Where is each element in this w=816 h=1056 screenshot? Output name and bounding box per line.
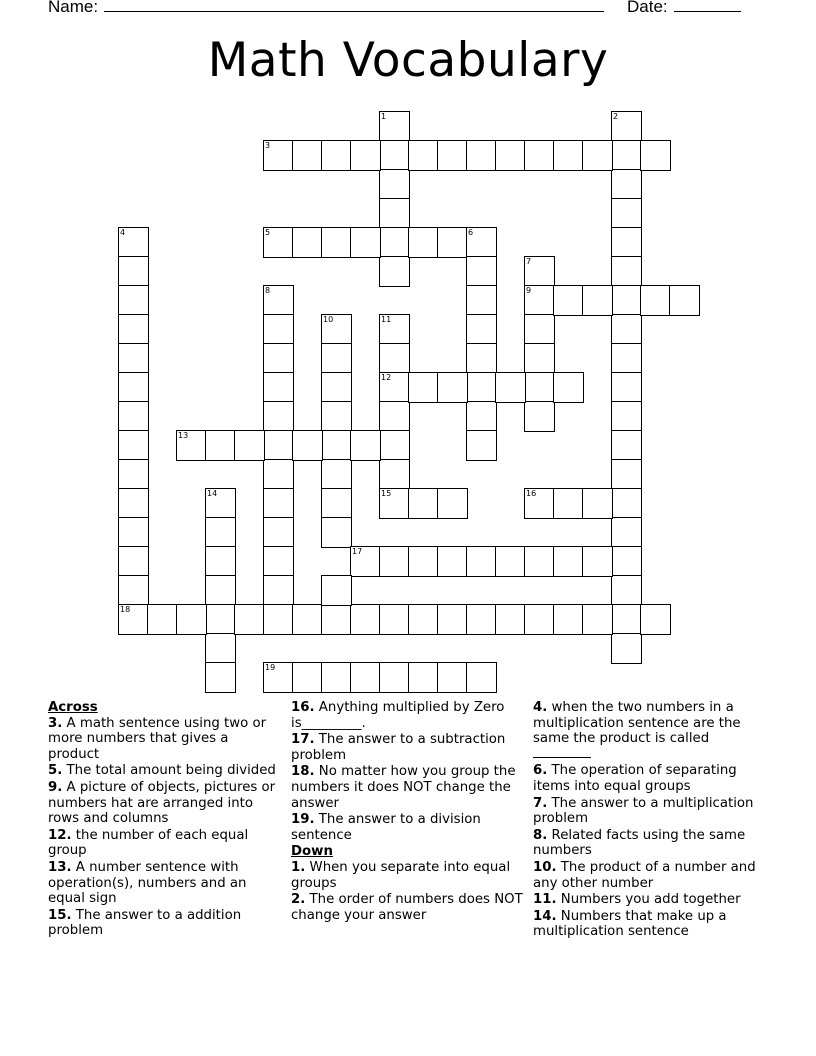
- crossword-cell[interactable]: [263, 575, 294, 606]
- crossword-cell[interactable]: [524, 604, 555, 635]
- crossword-cell[interactable]: [466, 430, 497, 461]
- crossword-cell[interactable]: [118, 401, 149, 432]
- crossword-cell[interactable]: [640, 285, 671, 316]
- crossword-cell[interactable]: [321, 430, 352, 461]
- crossword-cell[interactable]: [611, 459, 642, 490]
- crossword-cell[interactable]: [524, 488, 555, 519]
- crossword-cell[interactable]: [437, 488, 468, 519]
- crossword-cell[interactable]: [582, 285, 613, 316]
- clue-number: 17: [352, 547, 363, 556]
- crossword-cell[interactable]: [118, 546, 149, 577]
- clue-column-1: [48, 700, 276, 940]
- clue-number: 15: [381, 489, 392, 498]
- crossword-cell[interactable]: [263, 343, 294, 374]
- crossword-cell[interactable]: [205, 546, 236, 577]
- clue-down-14: 14. Numbers that make up a multiplication sentence: [533, 908, 727, 940]
- crossword-cell[interactable]: [466, 343, 497, 374]
- crossword-cell[interactable]: [118, 372, 149, 403]
- down-heading: Down: [291, 844, 333, 860]
- crossword-cell[interactable]: [611, 633, 642, 664]
- crossword-cell[interactable]: [582, 546, 613, 577]
- crossword-cell[interactable]: [118, 314, 149, 345]
- crossword-cell[interactable]: [292, 662, 323, 693]
- crossword-cell[interactable]: [379, 459, 410, 490]
- crossword-cell[interactable]: [408, 227, 439, 258]
- clue-number: 13: [178, 431, 189, 440]
- crossword-cell[interactable]: [263, 459, 294, 490]
- crossword-cell[interactable]: [321, 517, 352, 548]
- crossword-cell[interactable]: [379, 227, 410, 258]
- crossword-cell[interactable]: [524, 285, 555, 316]
- crossword-cell[interactable]: [118, 256, 149, 287]
- crossword-cell[interactable]: [263, 488, 294, 519]
- crossword-cell[interactable]: [263, 314, 294, 345]
- crossword-cell[interactable]: [466, 662, 497, 693]
- crossword-cell[interactable]: [379, 314, 410, 345]
- crossword-cell[interactable]: [350, 604, 381, 635]
- crossword-cell[interactable]: [350, 546, 381, 577]
- clue-column-3: [533, 700, 761, 941]
- crossword-cell[interactable]: [205, 662, 236, 693]
- clue-number: 8: [265, 286, 271, 295]
- crossword-cell[interactable]: [292, 604, 323, 635]
- crossword-cell[interactable]: [263, 285, 294, 316]
- crossword-cell[interactable]: [321, 401, 352, 432]
- clue-number: 1: [381, 112, 387, 121]
- clue-across-9: 9. A picture of objects, pictures or numbers hat are arranged into rows and columns: [48, 779, 276, 827]
- crossword-cell[interactable]: [379, 604, 410, 635]
- crossword-cell[interactable]: [379, 372, 410, 403]
- clue-number: 3: [265, 141, 271, 150]
- crossword-cell[interactable]: [263, 372, 294, 403]
- crossword-cell[interactable]: [524, 140, 555, 171]
- crossword-cell[interactable]: [466, 227, 497, 258]
- clue-down-4: 4. when the two numbers in a multiplication sentence are the same the product is called: [533, 700, 761, 762]
- crossword-cell[interactable]: [379, 546, 410, 577]
- crossword-cell[interactable]: [408, 546, 439, 577]
- crossword-cell[interactable]: [437, 604, 468, 635]
- clue-number: 19: [265, 663, 276, 672]
- crossword-cell[interactable]: [118, 575, 149, 606]
- crossword-cell[interactable]: [321, 343, 352, 374]
- crossword-cell[interactable]: [205, 633, 236, 664]
- crossword-cell[interactable]: [640, 140, 671, 171]
- crossword-cell[interactable]: [553, 285, 584, 316]
- name-label: Name:: [48, 0, 99, 16]
- crossword-cell[interactable]: [379, 140, 410, 171]
- crossword-cell[interactable]: [263, 140, 294, 171]
- crossword-cell[interactable]: [437, 372, 468, 403]
- crossword-cell[interactable]: [611, 198, 642, 229]
- crossword-cell[interactable]: [611, 111, 642, 142]
- clue-across-15: 15. The answer to a addition problem: [48, 907, 242, 939]
- crossword-cell[interactable]: [118, 604, 149, 635]
- crossword-cell[interactable]: [466, 140, 497, 171]
- crossword-cell[interactable]: [263, 401, 294, 432]
- crossword-cell[interactable]: [205, 430, 236, 461]
- crossword-cell[interactable]: [147, 604, 178, 635]
- crossword-cell[interactable]: [234, 430, 265, 461]
- crossword-cell[interactable]: [495, 140, 526, 171]
- crossword-cell[interactable]: [611, 546, 642, 577]
- crossword-cell[interactable]: [524, 256, 555, 287]
- crossword-cell[interactable]: [611, 343, 642, 374]
- crossword-cell[interactable]: [611, 314, 642, 345]
- clue-column-2: [291, 700, 523, 924]
- clue-number: 12: [381, 373, 392, 382]
- crossword-cell[interactable]: [408, 604, 439, 635]
- crossword-cell[interactable]: [321, 227, 352, 258]
- crossword-cell[interactable]: [495, 546, 526, 577]
- clue-number: 7: [526, 257, 532, 266]
- clue-across-13: 13. A number sentence with operation(s), numbers and an equal sign: [48, 859, 247, 907]
- clue-across-12: 12. the number of each equal group: [48, 827, 249, 859]
- crossword-cell[interactable]: [118, 459, 149, 490]
- crossword-cell[interactable]: [292, 227, 323, 258]
- clue-across-3: 3. A math sentence using two or more numbers that gives a product: [48, 715, 267, 762]
- crossword-cell[interactable]: [466, 285, 497, 316]
- crossword-cell[interactable]: [118, 285, 149, 316]
- crossword-cell[interactable]: [611, 140, 642, 171]
- crossword-cell[interactable]: [263, 604, 294, 635]
- crossword-cell[interactable]: [611, 169, 642, 200]
- crossword-cell[interactable]: [379, 343, 410, 374]
- clue-down-11: 11. Numbers you add together: [533, 892, 741, 908]
- crossword-cell[interactable]: [379, 169, 410, 200]
- crossword-cell[interactable]: [553, 488, 584, 519]
- crossword-cell[interactable]: [379, 198, 410, 229]
- crossword-cell[interactable]: [408, 140, 439, 171]
- clue-across-18: 18. No matter how you group the numbers it does NOT change the answer: [291, 764, 516, 811]
- crossword-cell[interactable]: [321, 604, 352, 635]
- crossword-cell[interactable]: [495, 372, 526, 403]
- crossword-cell[interactable]: [611, 372, 642, 403]
- crossword-cell[interactable]: [466, 256, 497, 287]
- crossword-cell[interactable]: [466, 401, 497, 432]
- crossword-cell[interactable]: [379, 111, 410, 142]
- crossword-cell[interactable]: [553, 546, 584, 577]
- crossword-cell[interactable]: [524, 401, 555, 432]
- crossword-cell[interactable]: [379, 662, 410, 693]
- crossword-cell[interactable]: [553, 604, 584, 635]
- across-heading: Across: [48, 700, 98, 715]
- crossword-cell[interactable]: [321, 372, 352, 403]
- clue-number: 5: [265, 228, 271, 237]
- crossword-cell[interactable]: [437, 140, 468, 171]
- crossword-cell[interactable]: [611, 285, 642, 316]
- clue-across-17: 17. The answer to a subtraction problem: [291, 732, 506, 763]
- crossword-cell[interactable]: [205, 575, 236, 606]
- crossword-cell[interactable]: [350, 662, 381, 693]
- crossword-cell[interactable]: [350, 430, 381, 461]
- clue-number: 16: [526, 489, 537, 498]
- crossword-cell[interactable]: [582, 140, 613, 171]
- crossword-cell[interactable]: [234, 604, 265, 635]
- clue-across-5: 5. The total amount being divided: [48, 763, 276, 779]
- crossword-cell[interactable]: [437, 546, 468, 577]
- clue-number: 14: [207, 489, 218, 498]
- crossword-cell[interactable]: [350, 227, 381, 258]
- crossword-cell[interactable]: [205, 604, 236, 635]
- clue-across-16: 16. Anything multiplied by Zero is_________.: [291, 700, 505, 731]
- crossword-cell[interactable]: [466, 314, 497, 345]
- crossword-cell[interactable]: [321, 314, 352, 345]
- crossword-cell[interactable]: [524, 372, 555, 403]
- crossword-cell[interactable]: [553, 140, 584, 171]
- page-title: Math Vocabulary: [207, 33, 609, 88]
- clue-down-6: 6. The operation of separating items into equal groups: [533, 763, 737, 794]
- clue-number: 4: [120, 228, 126, 237]
- date-label: Date:: [627, 0, 668, 16]
- crossword-cell[interactable]: [118, 517, 149, 548]
- crossword-cell[interactable]: [437, 227, 468, 258]
- crossword-cell[interactable]: [118, 488, 149, 519]
- crossword-cell[interactable]: [379, 401, 410, 432]
- clue-down-10: 10. The product of a number and any other number: [533, 859, 756, 891]
- crossword-cell[interactable]: [611, 227, 642, 258]
- crossword-cell[interactable]: [611, 517, 642, 548]
- crossword-cell[interactable]: [611, 430, 642, 461]
- crossword-cell[interactable]: [379, 488, 410, 519]
- crossword-cell[interactable]: [495, 604, 526, 635]
- crossword-cell[interactable]: [466, 604, 497, 635]
- crossword-cell[interactable]: [118, 430, 149, 461]
- crossword-cell[interactable]: [466, 546, 497, 577]
- crossword-cell[interactable]: [176, 430, 207, 461]
- crossword-cell[interactable]: [408, 372, 439, 403]
- crossword-cell[interactable]: [263, 227, 294, 258]
- crossword-cell[interactable]: [379, 256, 410, 287]
- crossword-cell[interactable]: [321, 459, 352, 490]
- crossword-cell[interactable]: [263, 430, 294, 461]
- crossword-cell[interactable]: [321, 140, 352, 171]
- crossword-cell[interactable]: [118, 227, 149, 258]
- clue-down-7: 7. The answer to a multiplication problem: [533, 795, 754, 827]
- clue-down-1: 1. When you separate into equal groups: [291, 859, 511, 891]
- crossword-cell[interactable]: [321, 662, 352, 693]
- crossword-cell[interactable]: [292, 430, 323, 461]
- crossword-cell[interactable]: [611, 256, 642, 287]
- crossword-cell[interactable]: [582, 604, 613, 635]
- clue-down-2: 2. The order of numbers does NOT change your answer: [291, 892, 523, 923]
- clue-number: 9: [526, 286, 532, 295]
- crossword-cell[interactable]: [118, 343, 149, 374]
- crossword-cell[interactable]: [582, 488, 613, 519]
- crossword-cell[interactable]: [524, 546, 555, 577]
- crossword-cell[interactable]: [263, 546, 294, 577]
- crossword-cell[interactable]: [379, 430, 410, 461]
- clue-number: 10: [323, 315, 334, 324]
- clue-across-19: 19. The answer to a division sentence: [291, 812, 481, 843]
- clue-down-8: 8. Related facts using the same numbers: [533, 827, 746, 859]
- crossword-cell[interactable]: [350, 140, 381, 171]
- crossword-cell[interactable]: [611, 604, 642, 635]
- crossword-cell[interactable]: [321, 488, 352, 519]
- crossword-cell[interactable]: [524, 314, 555, 345]
- clue-number: 6: [468, 228, 474, 237]
- clue-number: 2: [613, 112, 619, 121]
- crossword-cell[interactable]: [611, 401, 642, 432]
- crossword-cell[interactable]: [205, 488, 236, 519]
- crossword-cell[interactable]: [408, 488, 439, 519]
- crossword-cell[interactable]: [466, 372, 497, 403]
- clue-number: 11: [381, 315, 392, 324]
- crossword-cell[interactable]: [437, 662, 468, 693]
- crossword-cell[interactable]: [553, 372, 584, 403]
- crossword-cell[interactable]: [321, 575, 352, 606]
- crossword-cell[interactable]: [611, 575, 642, 606]
- crossword-cell[interactable]: [205, 517, 236, 548]
- crossword-cell[interactable]: [292, 140, 323, 171]
- crossword-cell[interactable]: [640, 604, 671, 635]
- crossword-cell[interactable]: [524, 343, 555, 374]
- crossword-cell[interactable]: [611, 488, 642, 519]
- crossword-cell[interactable]: [408, 662, 439, 693]
- crossword-cell[interactable]: [669, 285, 700, 316]
- crossword-cell[interactable]: [176, 604, 207, 635]
- answer-blank-line: [533, 747, 591, 758]
- crossword-cell[interactable]: [263, 517, 294, 548]
- clue-number: 18: [120, 605, 131, 614]
- crossword-cell[interactable]: [263, 662, 294, 693]
